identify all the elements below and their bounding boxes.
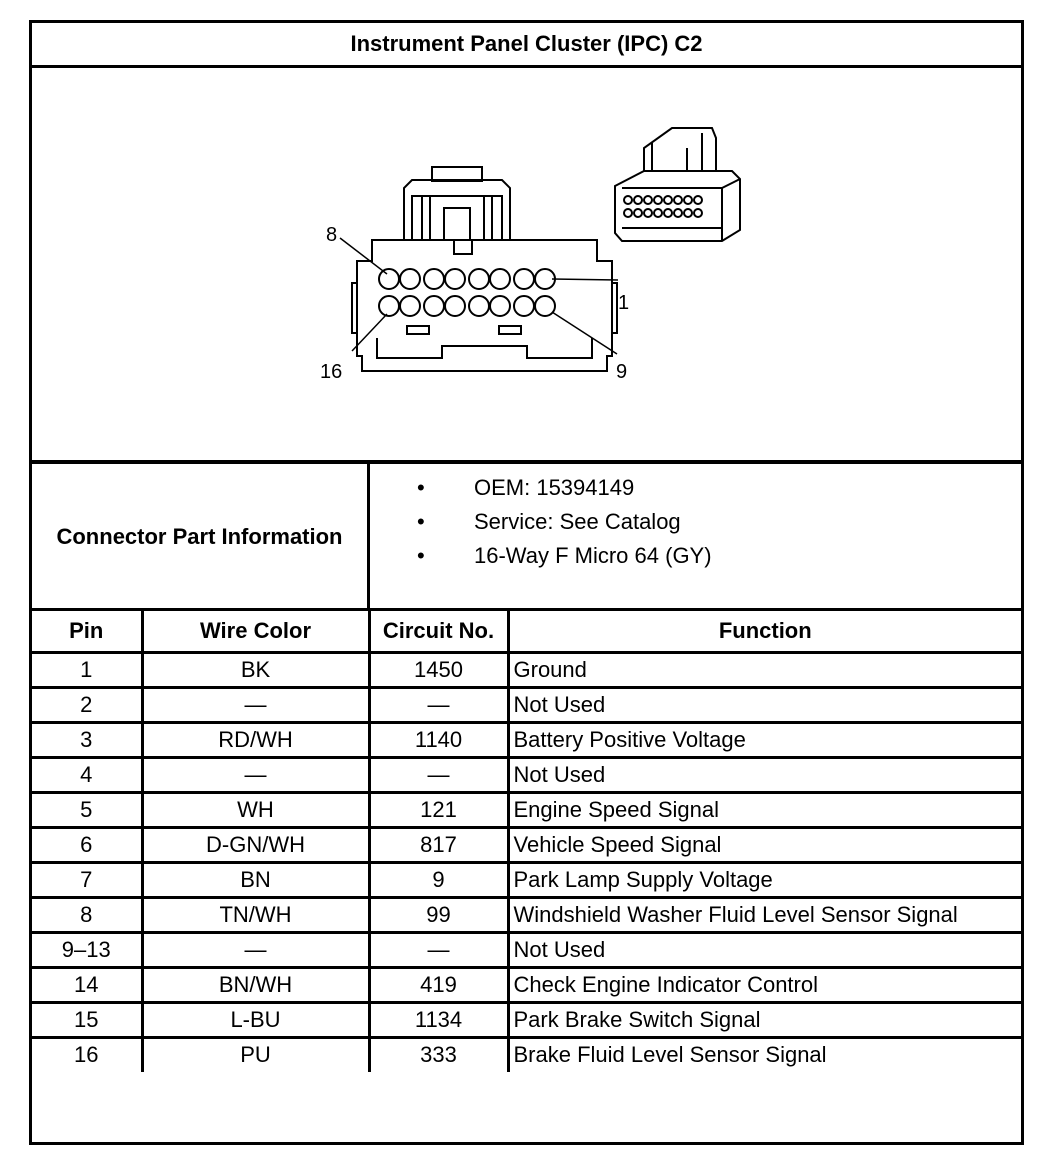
- cell-pin: 1: [32, 652, 142, 687]
- col-header-pin: Pin: [32, 611, 142, 652]
- cell-wire-color: TN/WH: [142, 897, 369, 932]
- table-row: [32, 722, 1021, 757]
- cell-function: Park Lamp Supply Voltage: [508, 862, 1021, 897]
- cell-function: Not Used: [508, 687, 1021, 722]
- cell-circuit: 1140: [369, 722, 508, 757]
- pinout-table: [32, 611, 1021, 1072]
- cell-circuit: 121: [369, 792, 508, 827]
- cell-function: Windshield Washer Fluid Level Sensor Signal: [508, 897, 1021, 932]
- table-row: [32, 652, 1021, 687]
- cell-function: Engine Speed Signal: [508, 792, 1021, 827]
- cell-function: Battery Positive Voltage: [508, 722, 1021, 757]
- pin-label-9: 9: [616, 361, 628, 383]
- cell-pin: 3: [32, 722, 142, 757]
- cell-wire-color: PU: [142, 1037, 369, 1072]
- part-info-connector-type: • 16-Way F Micro 64 (GY): [417, 539, 712, 573]
- pin-label-16: 16: [320, 361, 343, 383]
- connector-face-drawing: [32, 68, 1021, 460]
- cell-wire-color: —: [142, 932, 369, 967]
- cell-pin: 8: [32, 897, 142, 932]
- cell-circuit: 1450: [369, 652, 508, 687]
- cell-wire-color: RD/WH: [142, 722, 369, 757]
- table-row: [32, 687, 1021, 722]
- col-header-wire-color: Wire Color: [142, 611, 369, 652]
- cell-pin: 16: [32, 1037, 142, 1072]
- cell-pin: 9–13: [32, 932, 142, 967]
- table-row: [32, 792, 1021, 827]
- cell-pin: 5: [32, 792, 142, 827]
- cell-circuit: 1134: [369, 1002, 508, 1037]
- col-header-function: Function: [508, 611, 1021, 652]
- cell-pin: 14: [32, 967, 142, 1002]
- connector-sheet: [29, 20, 1024, 1145]
- table-row: [32, 897, 1021, 932]
- page-title: Instrument Panel Cluster (IPC) C2: [350, 31, 703, 56]
- cell-circuit: —: [369, 757, 508, 792]
- cell-wire-color: BN: [142, 862, 369, 897]
- table-header-row: [32, 611, 1021, 652]
- cell-circuit: 99: [369, 897, 508, 932]
- cell-circuit: 9: [369, 862, 508, 897]
- table-row: [32, 932, 1021, 967]
- cell-function: Vehicle Speed Signal: [508, 827, 1021, 862]
- table-row: [32, 967, 1021, 1002]
- table-row: [32, 757, 1021, 792]
- cell-pin: 7: [32, 862, 142, 897]
- cell-circuit: 817: [369, 827, 508, 862]
- table-row: [32, 827, 1021, 862]
- cell-function: Brake Fluid Level Sensor Signal: [508, 1037, 1021, 1072]
- part-info-service: • Service: See Catalog: [417, 505, 712, 539]
- cell-wire-color: —: [142, 757, 369, 792]
- cell-function: Not Used: [508, 757, 1021, 792]
- table-row: [32, 1037, 1021, 1072]
- cell-pin: 4: [32, 757, 142, 792]
- pin-label-1: 1: [618, 292, 630, 314]
- cell-wire-color: BK: [142, 652, 369, 687]
- connector-diagram: [32, 68, 1021, 460]
- cell-function: Park Brake Switch Signal: [508, 1002, 1021, 1037]
- cell-circuit: 333: [369, 1037, 508, 1072]
- cell-function: Ground: [508, 652, 1021, 687]
- cell-circuit: —: [369, 687, 508, 722]
- cell-wire-color: L-BU: [142, 1002, 369, 1037]
- pin-label-8: 8: [326, 224, 338, 246]
- table-row: [32, 862, 1021, 897]
- divider: [367, 464, 370, 610]
- cell-wire-color: D-GN/WH: [142, 827, 369, 862]
- cell-wire-color: BN/WH: [142, 967, 369, 1002]
- cell-circuit: 419: [369, 967, 508, 1002]
- cell-function: Not Used: [508, 932, 1021, 967]
- part-info-oem: • OEM: 15394149: [417, 471, 712, 505]
- cell-function: Check Engine Indicator Control: [508, 967, 1021, 1002]
- connector-part-info-label: Connector Part Information: [56, 523, 343, 549]
- connector-isometric-view: [615, 128, 740, 241]
- col-header-circuit: Circuit No.: [369, 611, 508, 652]
- cell-wire-color: WH: [142, 792, 369, 827]
- cell-pin: 6: [32, 827, 142, 862]
- cell-pin: 2: [32, 687, 142, 722]
- divider: [32, 460, 1021, 464]
- connector-part-info-list: [417, 471, 712, 573]
- cell-wire-color: —: [142, 687, 369, 722]
- cell-pin: 15: [32, 1002, 142, 1037]
- cell-circuit: —: [369, 932, 508, 967]
- table-row: [32, 1002, 1021, 1037]
